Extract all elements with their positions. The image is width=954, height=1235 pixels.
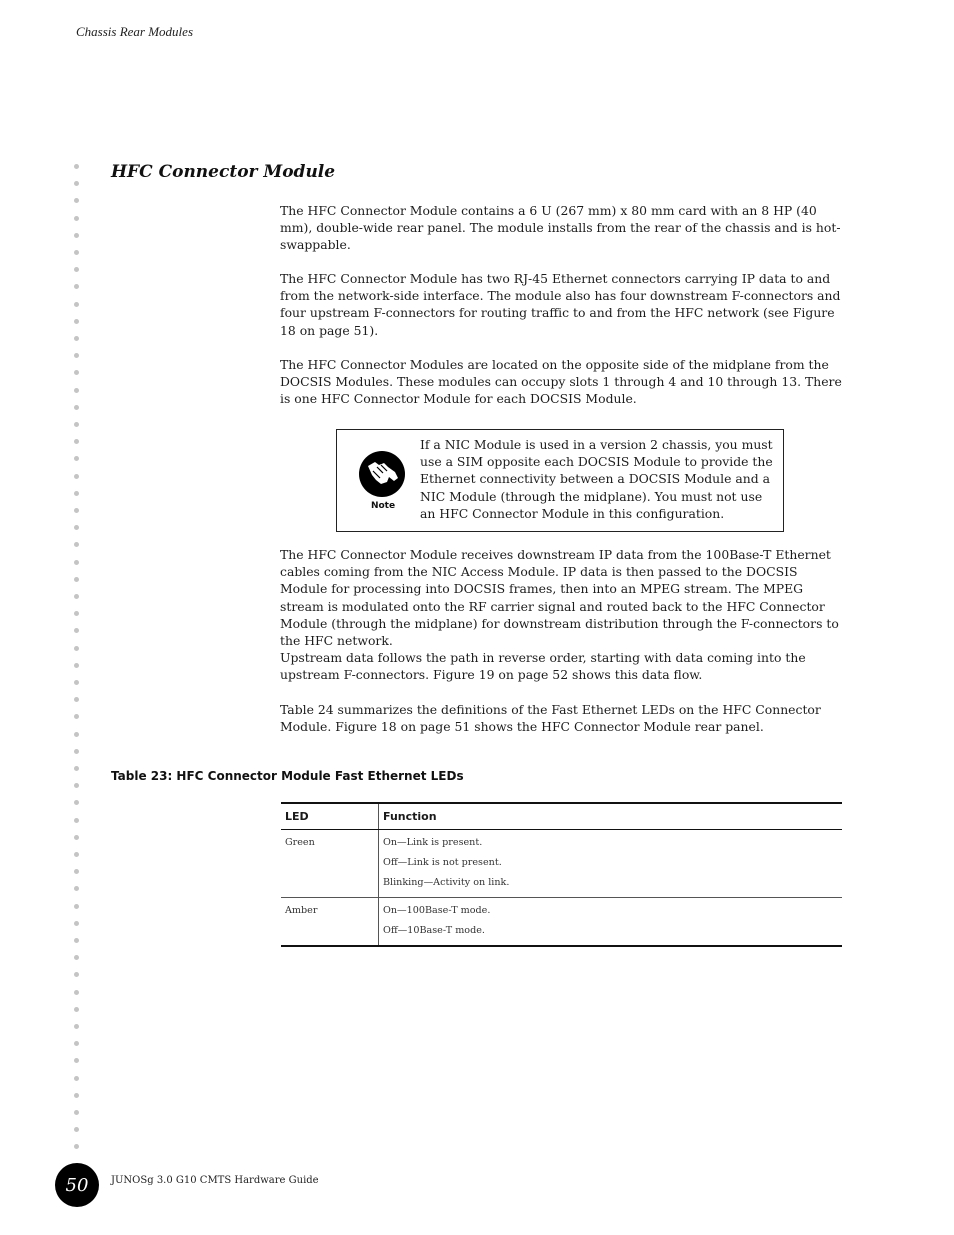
margin-dot	[74, 697, 79, 702]
margin-dot	[74, 250, 79, 255]
footer-guide-title: JUNOSg 3.0 G10 CMTS Hardware Guide	[111, 1175, 319, 1186]
margin-dot	[74, 405, 79, 410]
note-box	[336, 429, 784, 532]
margin-dot	[74, 1144, 79, 1149]
margin-dot	[74, 1007, 79, 1012]
margin-dot	[74, 508, 79, 513]
margin-dot	[74, 1058, 79, 1063]
margin-dot	[74, 904, 79, 909]
margin-dot	[74, 611, 79, 616]
margin-dot	[74, 439, 79, 444]
margin-dot	[74, 628, 79, 633]
margin-dot	[74, 319, 79, 324]
paragraph-1: The HFC Connector Module contains a 6 U (267 mm) x 80 mm card with an 8 HP (40 mm), double-wide rear panel. The module installs from the rear of the chassis and is hot-swappable.	[280, 203, 841, 253]
margin-dot	[74, 783, 79, 788]
margin-dot	[74, 646, 79, 651]
margin-dot	[74, 749, 79, 754]
column-header-led: LED	[281, 803, 379, 830]
function-line: Blinking—Activity on link.	[383, 877, 510, 888]
function-cell	[379, 898, 843, 947]
paragraph-3: The HFC Connector Modules are located on the opposite side of the midplane from the DOCSIS Modules. These modules can occupy slots 1 through 4 and 10 through 13. There is one HFC Connector Module for each DOCSIS Module.	[280, 357, 842, 407]
margin-dot	[74, 852, 79, 857]
margin-dot	[74, 886, 79, 891]
led-name: Green	[285, 837, 315, 848]
margin-dot	[74, 164, 79, 169]
function-line: Off—Link is not present.	[383, 857, 502, 868]
margin-dot	[74, 422, 79, 427]
margin-dot	[74, 336, 79, 341]
margin-dot	[74, 766, 79, 771]
margin-dot	[74, 560, 79, 565]
margin-dot	[74, 370, 79, 375]
margin-dot	[74, 732, 79, 737]
paragraph-4: The HFC Connector Module receives downstream IP data from the 100Base-T Ethernet cables coming from the NIC Access Module. IP data is then passed to the DOCSIS Module for processing into DOCSIS frames, then into an MPEG stream. The MPEG stream is modulated onto the RF carrier signal and routed back to the HFC Connector Module (through the midplane) for downstream distribution through the F-connectors to the HFC network.	[280, 547, 839, 649]
margin-dot	[74, 233, 79, 238]
function-line: On—100Base-T mode.	[383, 905, 491, 916]
margin-dot	[74, 1093, 79, 1098]
margin-dot	[74, 835, 79, 840]
margin-dot	[74, 577, 79, 582]
margin-dot	[74, 353, 79, 358]
note-text: If a NIC Module is used in a version 2 chassis, you must use a SIM opposite each DOCSIS Module to provide the Ethernet connectivity between a DOCSIS Module and a NIC Module (through the midplane). You must not use an HFC Connector Module in this configuration.	[420, 437, 773, 521]
margin-dot	[74, 267, 79, 272]
paragraph-6: Table 24 summarizes the definitions of the Fast Ethernet LEDs on the HFC Connector Module. Figure 18 on page 51 shows the HFC Connector Module rear panel.	[280, 702, 821, 735]
table-row	[281, 898, 842, 947]
margin-dot	[74, 818, 79, 823]
margin-dot	[74, 1110, 79, 1115]
led-cell	[281, 830, 379, 898]
table-header-row	[281, 803, 842, 830]
function-cell	[379, 830, 843, 898]
section-title: HFC Connector Module	[111, 162, 336, 182]
led-table	[281, 802, 842, 947]
note-label: Note	[370, 501, 396, 511]
led-name: Amber	[285, 905, 318, 916]
margin-dot	[74, 474, 79, 479]
paragraph-5: Upstream data follows the path in reverse order, starting with data coming into the upstream F-connectors. Figure 19 on page 52 shows this data flow.	[280, 650, 806, 683]
running-head: Chassis Rear Modules	[76, 24, 193, 39]
margin-dot	[74, 302, 79, 307]
margin-dot	[74, 714, 79, 719]
function-line: On—Link is present.	[383, 837, 483, 848]
page-number-badge: 50	[55, 1163, 99, 1207]
margin-dot	[74, 869, 79, 874]
margin-dot	[74, 388, 79, 393]
margin-dot	[74, 181, 79, 186]
note-hand-icon	[359, 451, 405, 497]
column-header-function: Function	[379, 803, 843, 830]
margin-dot	[74, 525, 79, 530]
paragraph-2: The HFC Connector Module has two RJ-45 Ethernet connectors carrying IP data to and from the network-side interface. The module also has four downstream F-connectors and four upstream F-connectors for routing traffic to and from the HFC network (see Figure 18 on page 51).	[280, 271, 841, 338]
margin-dot	[74, 216, 79, 221]
margin-dot	[74, 972, 79, 977]
margin-dot	[74, 491, 79, 496]
margin-dot	[74, 198, 79, 203]
margin-dot	[74, 938, 79, 943]
margin-dot	[74, 800, 79, 805]
margin-dot	[74, 955, 79, 960]
margin-dot	[74, 1076, 79, 1081]
function-line: Off—10Base-T mode.	[383, 925, 485, 936]
table-row	[281, 830, 842, 898]
margin-dot	[74, 990, 79, 995]
margin-dot	[74, 1041, 79, 1046]
margin-dot	[74, 1127, 79, 1132]
margin-dot	[74, 663, 79, 668]
margin-dot	[74, 921, 79, 926]
margin-dot	[74, 284, 79, 289]
margin-dot	[74, 542, 79, 547]
margin-dot	[74, 1024, 79, 1029]
margin-dot	[74, 456, 79, 461]
table-caption: Table 23: HFC Connector Module Fast Ethernet LEDs	[111, 769, 464, 783]
margin-dot	[74, 594, 79, 599]
led-cell	[281, 898, 379, 947]
margin-dot	[74, 680, 79, 685]
